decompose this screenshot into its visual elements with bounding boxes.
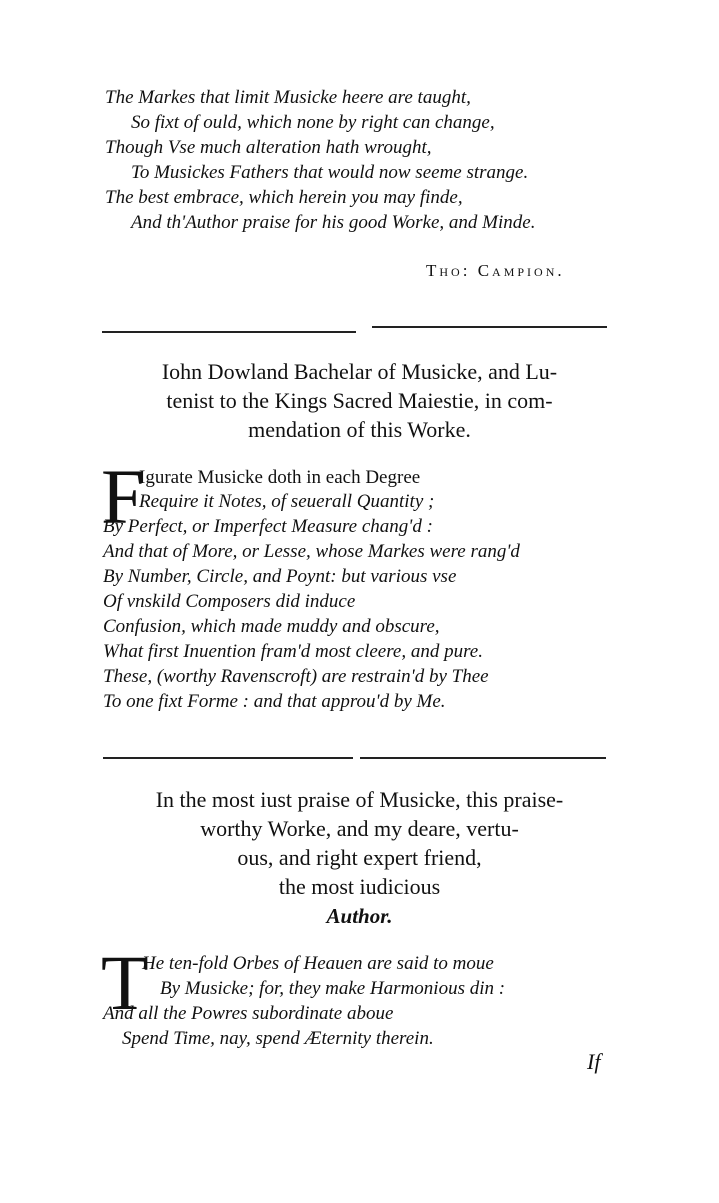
divider-rule-left-1 bbox=[102, 331, 356, 333]
praise-line-1: He ten-fold Orbes of Heauen are said to moue bbox=[142, 953, 494, 974]
dowland-heading-line-3: mendation of this Worke. bbox=[248, 417, 471, 442]
dowland-line-4: And that of More, or Lesse, whose Markes were rang'd bbox=[103, 541, 520, 562]
dowland-line-5: By Number, Circle, and Poynt: but various vse bbox=[103, 566, 457, 587]
dowland-line-3: By Perfect, or Imperfect Measure chang'd : bbox=[103, 516, 433, 537]
dropcap-f: F bbox=[101, 453, 145, 540]
poem1-line-1: The Markes that limit Musicke heere are taught, bbox=[105, 87, 471, 108]
catchword: If bbox=[587, 1049, 601, 1074]
divider-rule-left-2 bbox=[103, 757, 353, 759]
dropcap-t: T bbox=[101, 939, 149, 1026]
dowland-line-6: Of vnskild Composers did induce bbox=[103, 591, 356, 612]
divider-rule-right-2 bbox=[360, 757, 606, 759]
dowland-line-10: To one fixt Forme : and that approu'd by Me. bbox=[103, 691, 446, 712]
praise-heading-line-4: the most iudicious bbox=[278, 874, 441, 899]
poem1-line-4: To Musickes Fathers that would now seeme strange. bbox=[131, 162, 529, 183]
dowland-line-2: Require it Notes, of seuerall Quantity ; bbox=[139, 491, 435, 512]
poem1-line-6: And th'Author praise for his good Worke, and Minde. bbox=[131, 212, 536, 233]
poem1-line-5: The best embrace, which herein you may finde, bbox=[105, 187, 463, 208]
praise-line-2: By Musicke; for, they make Harmonious din : bbox=[160, 978, 506, 999]
dowland-line-1: Igurate Musicke doth in each Degree bbox=[139, 467, 421, 488]
praise-heading-line-1: In the most iust praise of Musicke, this praise- bbox=[155, 787, 564, 812]
praise-line-4: Spend Time, nay, spend Æternity therein. bbox=[122, 1028, 434, 1049]
dowland-heading-line-1: Iohn Dowland Bachelar of Musicke, and Lu- bbox=[161, 359, 558, 384]
poem1-line-3: Though Vse much alteration hath wrought, bbox=[105, 137, 432, 158]
dowland-line-7: Confusion, which made muddy and obscure, bbox=[103, 616, 440, 637]
praise-line-3: And all the Powres subordinate aboue bbox=[103, 1003, 394, 1024]
signature-campion: Tho: Campion. bbox=[426, 261, 565, 280]
praise-heading-line-5: Author. bbox=[326, 904, 393, 928]
praise-heading-line-2: worthy Worke, and my deare, vertu- bbox=[200, 816, 519, 841]
divider-rule-right-1 bbox=[372, 326, 607, 328]
poem1-line-2: So fixt of ould, which none by right can change, bbox=[131, 112, 495, 133]
dowland-line-8: What first Inuention fram'd most cleere, and pure. bbox=[103, 641, 483, 662]
dowland-line-9: These, (worthy Ravenscroft) are restrain'd by Thee bbox=[103, 666, 489, 687]
dowland-heading-line-2: tenist to the Kings Sacred Maiestie, in com- bbox=[166, 388, 553, 413]
praise-heading-line-3: ous, and right expert friend, bbox=[237, 845, 482, 870]
